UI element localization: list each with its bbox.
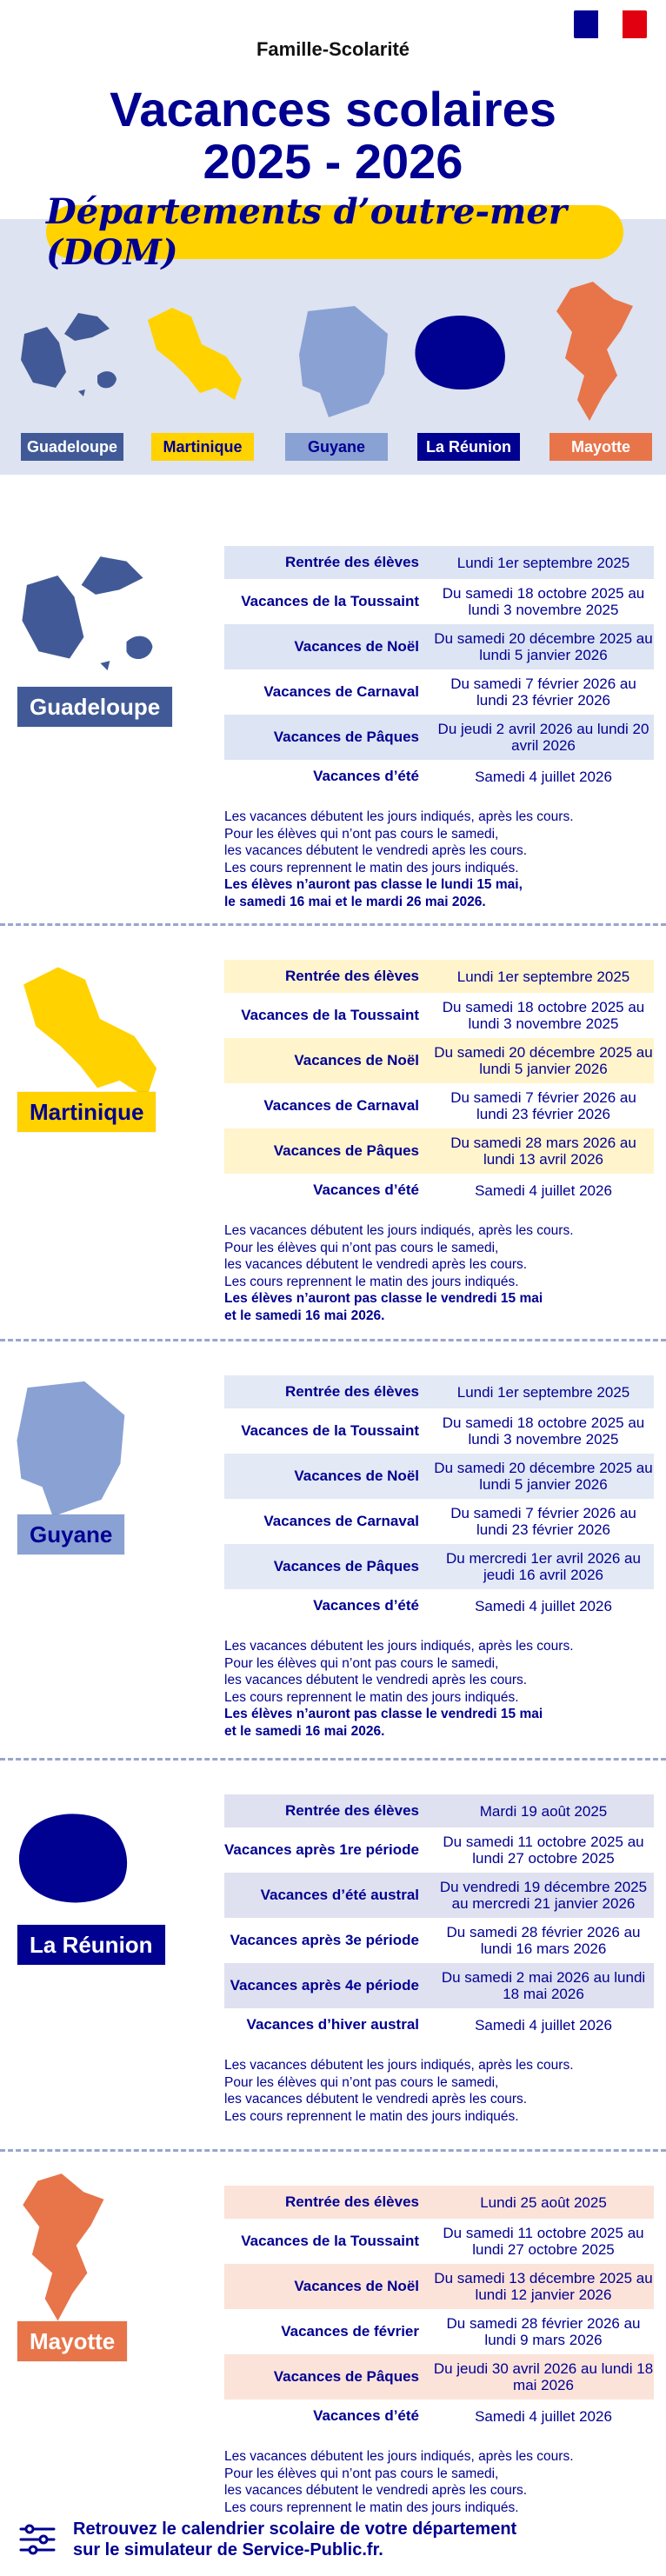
schedule-row bbox=[224, 1794, 654, 1827]
schedule-row bbox=[224, 1128, 654, 1174]
period-dates: Du samedi 28 mars 2026 au lundi 13 avril 2026 bbox=[450, 1135, 636, 1168]
period-label: Vacances de la Toussaint bbox=[241, 1007, 419, 1023]
overview-label-martinique: Martinique bbox=[151, 433, 254, 461]
period-dates: Lundi 1er septembre 2025 bbox=[456, 1383, 630, 1401]
notes bbox=[224, 1638, 654, 1740]
period-dates: Du samedi 7 février 2026 au lundi 23 février 2026 bbox=[450, 676, 636, 709]
guadeloupe-map-icon bbox=[9, 549, 183, 684]
schedule-row bbox=[224, 1544, 654, 1589]
period-label: Vacances de la Toussaint bbox=[241, 2233, 419, 2249]
schedule-row bbox=[224, 1454, 654, 1499]
note-line: Pour les élèves qui n’ont pas cours le samedi, bbox=[224, 1240, 499, 1255]
schedule-row bbox=[224, 760, 654, 793]
schedule-table bbox=[224, 546, 654, 793]
period-dates: Lundi 1er septembre 2025 bbox=[456, 554, 630, 571]
period-label: Rentrée des élèves bbox=[284, 968, 419, 984]
schedule-row bbox=[224, 2264, 654, 2309]
notes bbox=[224, 2057, 654, 2125]
footer bbox=[17, 2519, 516, 2560]
note-line: les vacances débutent le vendredi après les cours. bbox=[224, 1673, 528, 1687]
notes bbox=[224, 809, 654, 910]
note-line: les vacances débutent le vendredi après les cours. bbox=[224, 2483, 528, 2498]
section-separator bbox=[0, 923, 666, 926]
period-dates: Du samedi 2 mai 2026 au lundi 18 mai 2026 bbox=[441, 1969, 646, 2002]
note-line: Pour les élèves qui n’ont pas cours le samedi, bbox=[224, 826, 499, 842]
schedule-row bbox=[224, 1083, 654, 1128]
guyane-shape bbox=[294, 303, 398, 424]
martinique-shape bbox=[139, 303, 252, 407]
schedule-table bbox=[224, 1375, 654, 1622]
note-line: Pour les élèves qui n’ont pas cours le samedi, bbox=[224, 2466, 499, 2481]
period-dates: Du samedi 11 octobre 2025 au lundi 27 octobre 2025 bbox=[443, 2225, 644, 2258]
note-line: Les vacances débutent les jours indiqués, après les cours. bbox=[224, 2449, 574, 2464]
bold-note-line: et le samedi 16 mai 2026. bbox=[224, 1723, 385, 1739]
period-label: Rentrée des élèves bbox=[284, 2193, 419, 2210]
section-separator bbox=[0, 1339, 666, 1341]
period-dates: Samedi 4 juillet 2026 bbox=[475, 768, 612, 785]
schedule-row bbox=[224, 960, 654, 993]
schedule-table bbox=[224, 1794, 654, 2041]
period-label: Rentrée des élèves bbox=[284, 554, 419, 570]
period-label: Rentrée des élèves bbox=[284, 1383, 419, 1400]
schedule-row bbox=[224, 1375, 654, 1408]
period-dates: Samedi 4 juillet 2026 bbox=[475, 1597, 612, 1614]
note-line: Les cours reprennent le matin des jours indiqués. bbox=[224, 860, 519, 875]
settings-sliders-icon bbox=[17, 2522, 57, 2557]
period-dates: Du samedi 13 décembre 2025 au lundi 12 janvier 2026 bbox=[434, 2270, 653, 2303]
period-dates: Du jeudi 30 avril 2026 au lundi 18 mai 2026 bbox=[433, 2360, 654, 2393]
schedule-row bbox=[224, 2219, 654, 2264]
period-dates: Du jeudi 2 avril 2026 au lundi 20 avril 2026 bbox=[437, 721, 649, 754]
period-dates: Du samedi 20 décembre 2025 au lundi 5 janvier 2026 bbox=[434, 1460, 653, 1493]
schedule-row bbox=[224, 2008, 654, 2041]
bold-note-line: Les élèves n’auront pas classe le vendredi 15 mai bbox=[224, 1291, 543, 1306]
note-line: Les cours reprennent le matin des jours indiqués. bbox=[224, 2499, 519, 2515]
period-label: Vacances après 3e période bbox=[230, 1932, 419, 1948]
period-label: Vacances après 4e période bbox=[230, 1977, 419, 1994]
note-line: Les vacances débutent les jours indiqués, après les cours. bbox=[224, 2058, 574, 2073]
period-label: Vacances de Pâques bbox=[273, 1142, 419, 1159]
period-dates: Samedi 4 juillet 2026 bbox=[475, 1181, 612, 1199]
period-label: Rentrée des élèves bbox=[284, 1802, 419, 1819]
martinique-label: Martinique bbox=[17, 1092, 156, 1132]
period-dates: Du samedi 28 février 2026 au lundi 9 mars 2026 bbox=[446, 2315, 641, 2348]
period-dates: Du samedi 20 décembre 2025 au lundi 5 janvier 2026 bbox=[434, 630, 653, 663]
period-dates: Du samedi 28 février 2026 au lundi 16 mars 2026 bbox=[446, 1924, 641, 1957]
page-title: Vacances scolaires 2025 - 2026 bbox=[110, 82, 556, 189]
period-label: Vacances après 1re période bbox=[224, 1841, 419, 1858]
schedule-row bbox=[224, 579, 654, 624]
section-separator bbox=[0, 2149, 666, 2152]
period-label: Vacances de Pâques bbox=[273, 2368, 419, 2385]
period-dates: Du samedi 18 octobre 2025 au lundi 3 novembre 2025 bbox=[442, 999, 645, 1032]
period-label: Vacances d’été bbox=[313, 2407, 419, 2424]
notes bbox=[224, 2448, 654, 2516]
overview-label-guyane: Guyane bbox=[285, 433, 388, 461]
martinique-map-icon bbox=[9, 960, 174, 1112]
note-line: les vacances débutent le vendredi après les cours. bbox=[224, 843, 528, 858]
period-dates: Du samedi 7 février 2026 au lundi 23 février 2026 bbox=[450, 1505, 636, 1538]
schedule-row bbox=[224, 2309, 654, 2354]
note-line: les vacances débutent le vendredi après les cours. bbox=[224, 2092, 528, 2107]
schedule-row bbox=[224, 669, 654, 715]
schedule-row bbox=[224, 1499, 654, 1544]
note-line: Pour les élèves qui n’ont pas cours le samedi, bbox=[224, 2074, 499, 2090]
reunion-shape bbox=[409, 310, 513, 396]
period-label: Vacances d’été austral bbox=[260, 1887, 419, 1903]
period-dates: Samedi 4 juillet 2026 bbox=[475, 2016, 612, 2034]
period-label: Vacances de Carnaval bbox=[263, 1513, 419, 1529]
overview-label-guadeloupe: Guadeloupe bbox=[21, 433, 123, 461]
period-label: Vacances d’été bbox=[313, 1181, 419, 1198]
schedule-row bbox=[224, 1873, 654, 1918]
period-dates: Du samedi 11 octobre 2025 au lundi 27 octobre 2025 bbox=[443, 1834, 644, 1867]
period-dates: Lundi 1er septembre 2025 bbox=[456, 968, 630, 985]
notes bbox=[224, 1222, 654, 1324]
bold-note-line: Les élèves n’auront pas classe le lundi 15 mai, bbox=[224, 877, 523, 892]
period-label: Vacances de Carnaval bbox=[263, 1097, 419, 1114]
schedule-row bbox=[224, 2354, 654, 2400]
schedule-row bbox=[224, 715, 654, 760]
schedule-row bbox=[224, 2186, 654, 2219]
schedule-row bbox=[224, 1827, 654, 1873]
schedule-row bbox=[224, 1408, 654, 1454]
schedule-row bbox=[224, 1963, 654, 2008]
period-label: Vacances de Carnaval bbox=[263, 683, 419, 700]
note-line: Les vacances débutent les jours indiqués, après les cours. bbox=[224, 1639, 574, 1654]
bold-note-line: le samedi 16 mai et le mardi 26 mai 2026. bbox=[224, 894, 486, 909]
bold-note-line: Les élèves n’auront pas classe le vendredi 15 mai bbox=[224, 1707, 543, 1721]
french-flag-logo bbox=[574, 10, 647, 38]
period-label: Vacances de Pâques bbox=[273, 729, 419, 745]
schedule-table bbox=[224, 960, 654, 1207]
period-label: Vacances de Noël bbox=[294, 1468, 419, 1484]
guyane-map-icon bbox=[9, 1377, 139, 1529]
overview-label-mayotte: Mayotte bbox=[549, 433, 652, 461]
schedule-row bbox=[224, 624, 654, 669]
period-label: Vacances de Noël bbox=[294, 1052, 419, 1068]
guadeloupe-shape bbox=[14, 308, 136, 403]
period-label: Vacances de février bbox=[281, 2323, 419, 2340]
note-line: Pour les élèves qui n’ont pas cours le samedi, bbox=[224, 1655, 499, 1671]
period-dates: Du samedi 18 octobre 2025 au lundi 3 novembre 2025 bbox=[442, 1414, 645, 1448]
note-line: Les cours reprennent le matin des jours indiqués. bbox=[224, 2108, 519, 2124]
mayotte-shape bbox=[553, 280, 640, 428]
note-line: les vacances débutent le vendredi après les cours. bbox=[224, 1257, 528, 1272]
bold-note-line: et le samedi 16 mai 2026. bbox=[224, 1308, 385, 1323]
period-dates: Du samedi 18 octobre 2025 au lundi 3 novembre 2025 bbox=[442, 585, 645, 618]
period-label: Vacances d’hiver austral bbox=[246, 2016, 419, 2033]
period-label: Vacances de Pâques bbox=[273, 1558, 419, 1574]
section-separator bbox=[0, 1758, 666, 1761]
mayotte-label: Mayotte bbox=[17, 2321, 127, 2361]
mayotte-map-icon bbox=[9, 2172, 122, 2333]
schedule-row bbox=[224, 1589, 654, 1622]
guadeloupe-label: Guadeloupe bbox=[17, 687, 172, 727]
schedule-row bbox=[224, 993, 654, 1038]
overview-label-reunion: La Réunion bbox=[417, 433, 520, 461]
note-line: Les vacances débutent les jours indiqués, après les cours. bbox=[224, 1223, 574, 1238]
period-dates: Du samedi 7 février 2026 au lundi 23 février 2026 bbox=[450, 1089, 636, 1122]
schedule-table bbox=[224, 2186, 654, 2433]
note-line: Les cours reprennent le matin des jours indiqués. bbox=[224, 1274, 519, 1289]
note-line: Les cours reprennent le matin des jours indiqués. bbox=[224, 1689, 519, 1705]
schedule-row bbox=[224, 1038, 654, 1083]
dom-banner: Départements d’outre-mer (DOM) bbox=[46, 205, 623, 259]
schedule-row bbox=[224, 1918, 654, 1963]
schedule-row bbox=[224, 2400, 654, 2433]
reunion-label: La Réunion bbox=[17, 1925, 165, 1965]
period-label: Vacances de la Toussaint bbox=[241, 593, 419, 609]
period-label: Vacances de Noël bbox=[294, 2278, 419, 2294]
schedule-row bbox=[224, 1174, 654, 1207]
schedule-row bbox=[224, 546, 654, 579]
guyane-label: Guyane bbox=[17, 1514, 124, 1554]
period-dates: Samedi 4 juillet 2026 bbox=[475, 2407, 612, 2425]
category-kicker: Famille-Scolarité bbox=[256, 38, 410, 60]
period-dates: Du samedi 20 décembre 2025 au lundi 5 janvier 2026 bbox=[434, 1044, 653, 1077]
period-dates: Lundi 25 août 2025 bbox=[480, 2193, 607, 2211]
footer-text: Retrouvez le calendrier scolaire de votre département sur le simulateur de Service-Public.fr. bbox=[73, 2519, 517, 2559]
reunion-map-icon bbox=[9, 1807, 139, 1915]
period-label: Vacances d’été bbox=[313, 1597, 419, 1614]
period-dates: Du vendredi 19 décembre 2025 au mercredi 21 janvier 2026 bbox=[439, 1879, 648, 1912]
period-dates: Mardi 19 août 2025 bbox=[479, 1802, 608, 1820]
period-label: Vacances d’été bbox=[313, 768, 419, 784]
period-dates: Du mercredi 1er avril 2026 au jeudi 16 avril 2026 bbox=[446, 1550, 641, 1583]
period-label: Vacances de Noël bbox=[294, 638, 419, 655]
note-line: Les vacances débutent les jours indiqués, après les cours. bbox=[224, 809, 574, 824]
period-label: Vacances de la Toussaint bbox=[241, 1422, 419, 1439]
